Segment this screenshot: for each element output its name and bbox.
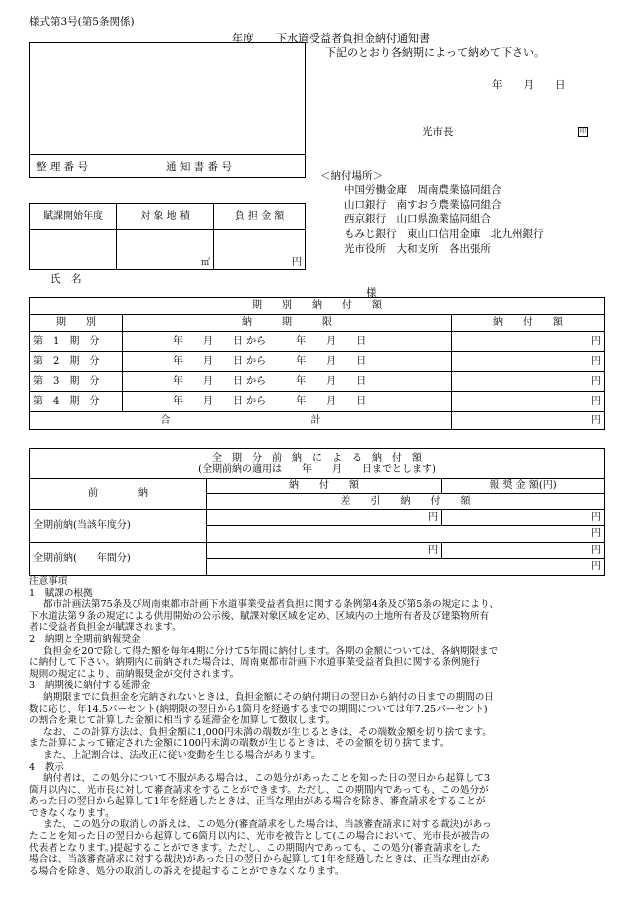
deadline-range: 年 月 日 から 年 月 日	[123, 352, 452, 372]
note-line: る場合を除き、処分の取消しの訴えを提起することができなくなります。	[29, 865, 345, 877]
net-amount: 円	[207, 526, 605, 543]
note-title: 2 納期と全期前納報奨金	[29, 633, 141, 645]
deadline-range: 年 月 日 から 年 月 日	[123, 372, 452, 392]
payment-place: 西京銀行 山口県漁業協同組合	[344, 213, 491, 226]
reward-amount: 円	[442, 543, 605, 559]
payment-places-heading: ＜納付場所＞	[320, 170, 383, 182]
payment-amount: 円	[452, 372, 605, 392]
note-line: 場合は、当該審査請求に対する裁決)があった日の翌日から起算して1年を経過したときは、正当な理由があ	[29, 854, 490, 866]
prepay-caption-title: 全 期 分 前 納 に よ る 納 付 額	[212, 452, 422, 464]
prepay-row-label: 全期前納(当該年度分)	[30, 510, 207, 543]
deadline-range: 年 月 日 から 年 月 日	[123, 332, 452, 352]
note-line: 下水道法第９条の規定による供用開始の公示後、賦課対象区域を定め、区域内の土地所有者及び建築物所有	[29, 610, 490, 622]
header-net-amount: 差 引 納 付 額	[207, 494, 605, 510]
table-row	[30, 352, 605, 372]
note-line: 者に受益者負担金が賦課されます。	[29, 622, 182, 634]
note-line: あった日の翌日から起算して1年を経過したときは、正当な理由がある場合を除き、審査請求をすることが	[29, 796, 486, 808]
period-label: 第 3 期 分	[30, 372, 123, 392]
note-line: たことを知った日の翌日から起算して6箇月以内に、光市を被告として(この場合において、光市長が被告の	[29, 831, 490, 843]
payment-amount: 円	[452, 332, 605, 352]
table-row	[30, 543, 605, 559]
note-line: また、この処分の取消しの訴えは、この処分(審査請求をした場合は、当該審査請求に対する裁決)があっ	[43, 819, 492, 831]
note-line: できなくなります。	[29, 807, 115, 819]
payment-place: もみじ銀行 東山口信用金庫 北九州銀行	[344, 228, 544, 241]
prepay-amount: 円	[207, 510, 442, 526]
intro-text: 下記のとおり各納期によって納めて下さい。	[325, 46, 545, 59]
period-label: 第 1 期 分	[30, 332, 123, 352]
start-year-cell	[30, 230, 117, 270]
document-title: 年度 下水道受益者負担金納付通知書	[232, 32, 430, 45]
payment-amount: 円	[452, 392, 605, 412]
payment-places-list	[344, 183, 544, 257]
mayor-label: 光市長	[422, 126, 454, 138]
note-line: に納付して下さい。納期内に前納された場合は、周南東都市計画下水道事業受益者負担に関する条例施行	[29, 657, 480, 669]
seal-icon: 印	[579, 128, 586, 135]
note-line: 代表者となります。)提起することができます。ただし、この期間内であっても、この処分(審査請求をした	[29, 842, 481, 854]
area-cell: ㎡	[117, 230, 214, 270]
note-line: 納付者は、この処分について不服がある場合は、この処分があったことを知った日の翌日から起算して3	[43, 773, 491, 785]
reward-amount: 円	[442, 510, 605, 526]
prepay-amount: 円	[207, 543, 442, 559]
note-line: また、上記割合は、法改正に従い変動を生じる場合があります。	[43, 749, 321, 761]
notes-section	[29, 576, 609, 877]
installment-caption: 期 別 納 付 額	[30, 298, 605, 315]
installment-table	[29, 297, 605, 430]
note-line: 数に応じ、年14.5パーセント(納期限の翌日から1箇月を経過するまでの期間については年7.25パーセント)	[29, 703, 488, 715]
ref-number-label: 整 理 番 号	[36, 161, 89, 173]
header-payment: 納 付 額	[452, 315, 605, 332]
table-row	[30, 332, 605, 352]
assessment-table	[29, 203, 306, 270]
payment-amount: 円	[452, 352, 605, 372]
header-reward: 報 奨 金 額(円)	[442, 479, 605, 494]
address-box	[29, 42, 306, 178]
table-row	[30, 510, 605, 526]
note-line: 規則の規定により、前納報奨金が交付されます。	[29, 668, 240, 680]
header-prepay: 前 納	[30, 479, 207, 510]
note-line: 負担金を20で除して得た額を毎年4期に分けて5年間に納付します。各期の金額については、各納期限まで	[43, 645, 499, 657]
deadline-range: 年 月 日 から 年 月 日	[123, 392, 452, 412]
prepay-caption-note: (全期前納の適用は 年 月 日までとします)	[198, 463, 436, 475]
header-amount: 負 担 金 額	[214, 204, 306, 230]
note-title: 4 教示	[29, 761, 64, 773]
header-period: 期 別	[30, 315, 123, 332]
total-label: 合 計	[30, 412, 452, 430]
prepayment-table	[29, 448, 605, 576]
form-label: 様式第3号(第5条関係)	[29, 16, 135, 28]
prepay-caption	[30, 449, 605, 479]
seal-mark	[578, 124, 588, 137]
note-line: なお、この計算方法は、負担金額に1,000円未満の端数が生じるときは、その端数金額を切り捨てます。	[43, 726, 492, 738]
address-divider	[30, 154, 305, 155]
total-amount: 円	[452, 412, 605, 430]
issue-date: 年 月 日	[492, 79, 566, 91]
note-line: 箇月以内に、光市長に対して審査請求をすることができます。ただし、この期間内であっても、この処分が	[29, 784, 489, 796]
table-row	[30, 372, 605, 392]
notice-number-label: 通 知 書 番 号	[166, 161, 232, 173]
period-label: 第 4 期 分	[30, 392, 123, 412]
header-area: 対 象 地 積	[117, 204, 214, 230]
period-label: 第 2 期 分	[30, 352, 123, 372]
header-start-year: 賦課開始年度	[30, 204, 117, 230]
net-amount: 円	[207, 559, 605, 576]
honorific: 様	[366, 287, 377, 299]
note-line: 納期限までに負担金を完納されないときは、負担金額にその納付期日の翌日から納付の日までの期間の日	[43, 691, 494, 703]
notes-heading: 注意事項	[29, 576, 68, 587]
name-label: 氏 名	[50, 273, 82, 285]
header-deadline: 納 期 限	[123, 315, 452, 332]
amount-cell: 円	[214, 230, 306, 270]
table-row	[30, 392, 605, 412]
note-line: の割合を乗じて計算した金額に相当する延滞金を加算して徴収します。	[29, 715, 336, 727]
note-line: 都市計画法第75条及び周南東都市計画下水道事業受益者負担に関する条例第4条及び第5条の規定により、	[43, 599, 500, 611]
note-title: 3 納期後に納付する延滞金	[29, 680, 151, 692]
note-line: また計算によって確定された金額に100円未満の端数が生じるときは、その金額を切り捨てます。	[29, 738, 450, 750]
header-prepay-amount: 納 付 額	[207, 479, 442, 494]
payment-place: 山口銀行 南すおう農業協同組合	[344, 198, 502, 211]
note-title: 1 賦課の根拠	[29, 587, 93, 599]
prepay-row-label: 全期前納( 年間分)	[30, 543, 207, 576]
payment-place: 光市役所 大和支所 各出張所	[344, 242, 491, 255]
payment-place: 中国労働金庫 周南農業協同組合	[344, 184, 502, 196]
